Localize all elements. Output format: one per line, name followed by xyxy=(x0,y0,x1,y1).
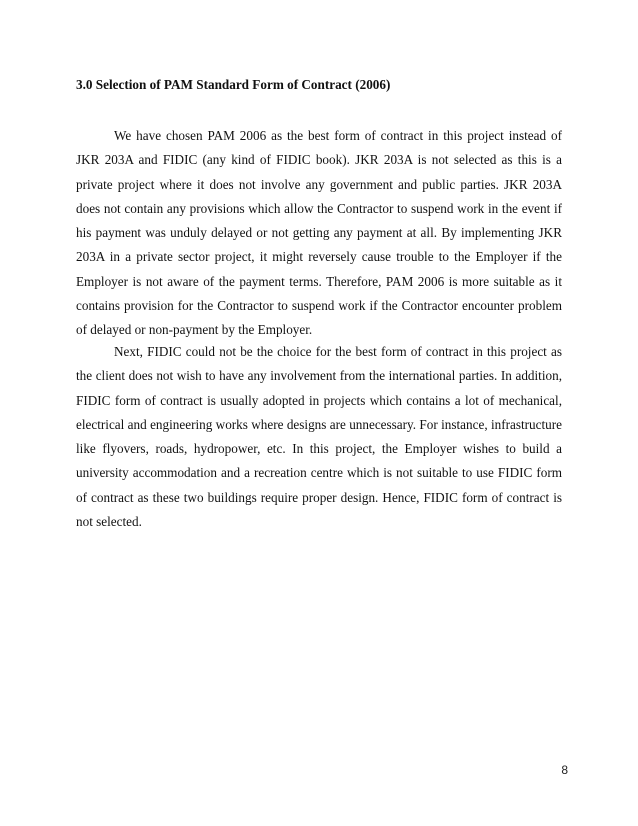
section-heading: 3.0 Selection of PAM Standard Form of Contract (2006) xyxy=(76,77,391,92)
page-number: 8 xyxy=(561,763,568,777)
paragraph-fidic-rejection: Next, FIDIC could not be the choice for the best form of contract in this project as the client does not wish to have any involvement from the international parties. In addition, FIDIC form of contract is usually adopted in projects which contains a lot of mechanical, electrical and engineering works where designs are unnecessary. For instance, infrastructure like flyovers, roads, hydropower, etc. In this project, the Employer wishes to build a university accommodation and a recreation centre which is not suitable to use FIDIC form of contract as these two buildings require proper design. Hence, FIDIC form of contract is not selected. xyxy=(76,344,562,529)
paragraph-pam-selection: We have chosen PAM 2006 as the best form of contract in this project instead of JKR 203A and FIDIC (any kind of FIDIC book). JKR 203A is not selected as this is a private project where it does not involve any government and public parties. JKR 203A does not contain any provisions which allow the Contractor to suspend work in the event if his payment was unduly delayed or not getting any payment at all. By implementing JKR 203A in a private sector project, it might reversely cause trouble to the Employer if the Employer is not aware of the payment terms. Therefore, PAM 2006 is more suitable as it contains provision for the Contractor to suspend work if the Contractor encounter problem of delayed or non-payment by the Employer. xyxy=(76,128,562,337)
